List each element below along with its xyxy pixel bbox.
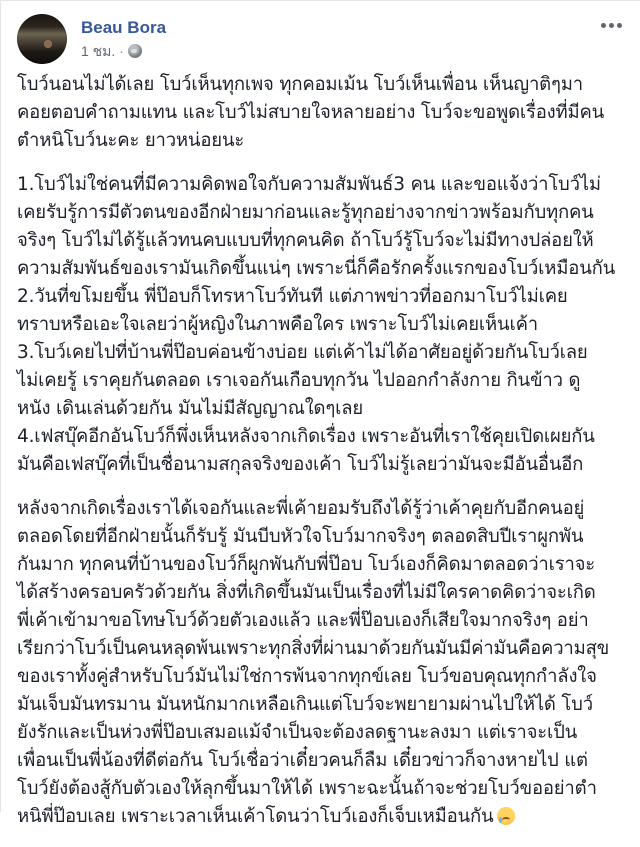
post-line: คอยตอบคำถามแทน และโบว์ไม่สบายใจหลายอย่าง โบว์จะขอพูดเรื่องที่มีคน (17, 102, 605, 123)
post-line: หลังจากเกิดเรื่องเราได้เจอกันและพี่เค้ายอมรับถึงได้รู้ว่าเค้าคุยกับอีกคนอยู่ (17, 498, 585, 519)
post-line: ตลอดโดยที่อีกฝ่ายนั้นก็รับรู้ มันบีบหัวใจโบว์มากจริงๆ ตลอดสิบปีเราผูกพัน (17, 526, 584, 547)
post-line-last (17, 803, 627, 831)
author-avatar[interactable] (17, 14, 67, 64)
post-line: ทราบหรือเอะใจเลยว่าผู้หญิงในภาพคือใคร เพราะโบว์ไม่เคยเห็นเค้า (17, 314, 538, 335)
post-paragraph (17, 71, 627, 155)
globe-icon[interactable] (128, 44, 142, 58)
post-line: ได้สร้างครอบครัวด้วยกัน สิ่งที่เกิดขึ้นมันเป็นเรื่องที่ไม่มีใครคาดคิดว่าจะเกิด (17, 582, 596, 603)
post-line: ยังรักและเป็นห่วงพี่ป๊อบเสมอแม้จำเป็นจะต้องลดฐานะลงมา แต่เราจะเป็น (17, 722, 578, 743)
post-line: เรียกว่าโบว์เป็นคนหลุดพ้นเพราะทุกสิ่งที่ผ่านมาด้วยกันมันมีค่ามันคือความสุข (17, 638, 610, 659)
separator-dot: · (119, 43, 124, 59)
post-line: 2.วันที่ขโมยขึ้น พี่ป๊อบก็โทรหาโบว์ทันที แต่ภาพข่าวที่ออกมาโบว์ไม่เคย (17, 286, 568, 307)
post-line: 4.เฟสบุ๊คอีกอันโบว์ก็พึ่งเห็นหลังจากเกิดเรื่อง เพราะอันที่เราใช้คุยเปิดเผยกัน (17, 426, 595, 447)
post-line: หนัง เดินเล่นด้วยกัน มันไม่มีสัญญาณใดๆเลย (17, 398, 364, 419)
post-timestamp-link[interactable]: 1 ชม. (81, 43, 116, 59)
post-line: จริงๆ โบว์ไม่ได้รู้แล้วทนคบแบบที่ทุกคนคิด ถ้าโบว์รู้โบว์จะไม่มีทางปล่อยให้ (17, 230, 594, 251)
post-line: กันมาก ทุกคนที่บ้านของโบว์ก็ผูกพันกับพี่ป๊อบ โบว์เองก็คิดมาตลอดว่าเราจะ (17, 554, 596, 575)
post-line: โบว์นอนไม่ได้เลย โบว์เห็นทุกเพจ ทุกคอมเม้น โบว์เห็นเพื่อน เห็นญาติๆมา (17, 74, 583, 95)
post-line: ไม่เคยรู้ เราคุยกันตลอด เราเจอกันเกือบทุกวัน ไปออกกำลังกาย กินข้าว ดู (17, 370, 581, 391)
post-line: 3.โบว์เคยไปที่บ้านพี่ป๊อบค่อนข้างบ่อย แต่เค้าไม่ได้อาศัยอยู่ด้วยกันโบว์เลย (17, 342, 588, 363)
more-dot (609, 23, 614, 28)
post-line: มันเจ็บมันทรมาน มันหนักมากเหลือเกินแต่โบว์จะพยายามผ่านไปให้ได้ โบว์ (17, 694, 593, 715)
post-paragraph (17, 495, 627, 831)
post-line: เคยรับรู้การมีตัวตนของอีกฝ่ายมาก่อนและรู้ทุกอย่างจากข่าวพร้อมกับทุกคน (17, 202, 594, 223)
author-name-link[interactable]: Beau Bora (81, 18, 167, 37)
more-options-icon[interactable] (601, 23, 622, 28)
post-line: เพื่อนเป็นพี่น้องที่ดีต่อกัน โบว์เชื่อว่าเดี๋ยวคนก็ลืม เดี๋ยวข่าวก็จางหายไป แต่ (17, 750, 588, 771)
post-line: โบว์ยังต้องสู้กับตัวเองให้ลุกขึ้นมาให้ได้ เพราะฉะนั้นถ้าจะช่วยโบว์ขออย่าตำ (17, 778, 597, 799)
post-line: มันคือเฟสบุ๊คที่เป็นชื่อนามสกุลจริงของเค้า โบว์ไม่รู้เลยว่ามันจะมีอันอื่นอีก (17, 454, 584, 475)
post-meta (81, 17, 166, 61)
crying-face-emoji-icon (497, 807, 515, 825)
post-line: ตำหนิโบว์นะคะ ยาวหน่อยนะ (17, 130, 245, 151)
post-line: ความสัมพันธ์ของเรามันเกิดขึ้นแน่ๆ เพราะนี่ก็คือรักครั้งแรกของโบว์เหมือนกัน (17, 258, 616, 279)
post-header (17, 14, 166, 64)
more-dot (601, 23, 606, 28)
more-dot (617, 23, 622, 28)
post-line: ของเราทั้งคู่สำหรับโบว์มันไม่ใช่การพ้นจากทุกข์เลย โบว์ขอบคุณทุกกำลังใจ (17, 666, 597, 687)
post-paragraph (17, 171, 627, 479)
post-line: 1.โบว์ไม่ใช่คนที่มีความคิดพอใจกับความสัมพันธ์3 คน และขอแจ้งว่าโบว์ไม่ (17, 174, 601, 195)
post-line: พี่เค้าเข้ามาขอโทษโบว์ด้วยตัวเองแล้ว และพี่ป๊อบเองก็เสียใจมากจริงๆ อย่า (17, 610, 589, 631)
post-body (17, 71, 627, 847)
post-subline (81, 41, 166, 61)
post-line-text: หนิพี่ป๊อบเลย เพราะเวลาเห็นเค้าโดนว่าโบว์เองก็เจ็บเหมือนกัน (17, 806, 494, 827)
